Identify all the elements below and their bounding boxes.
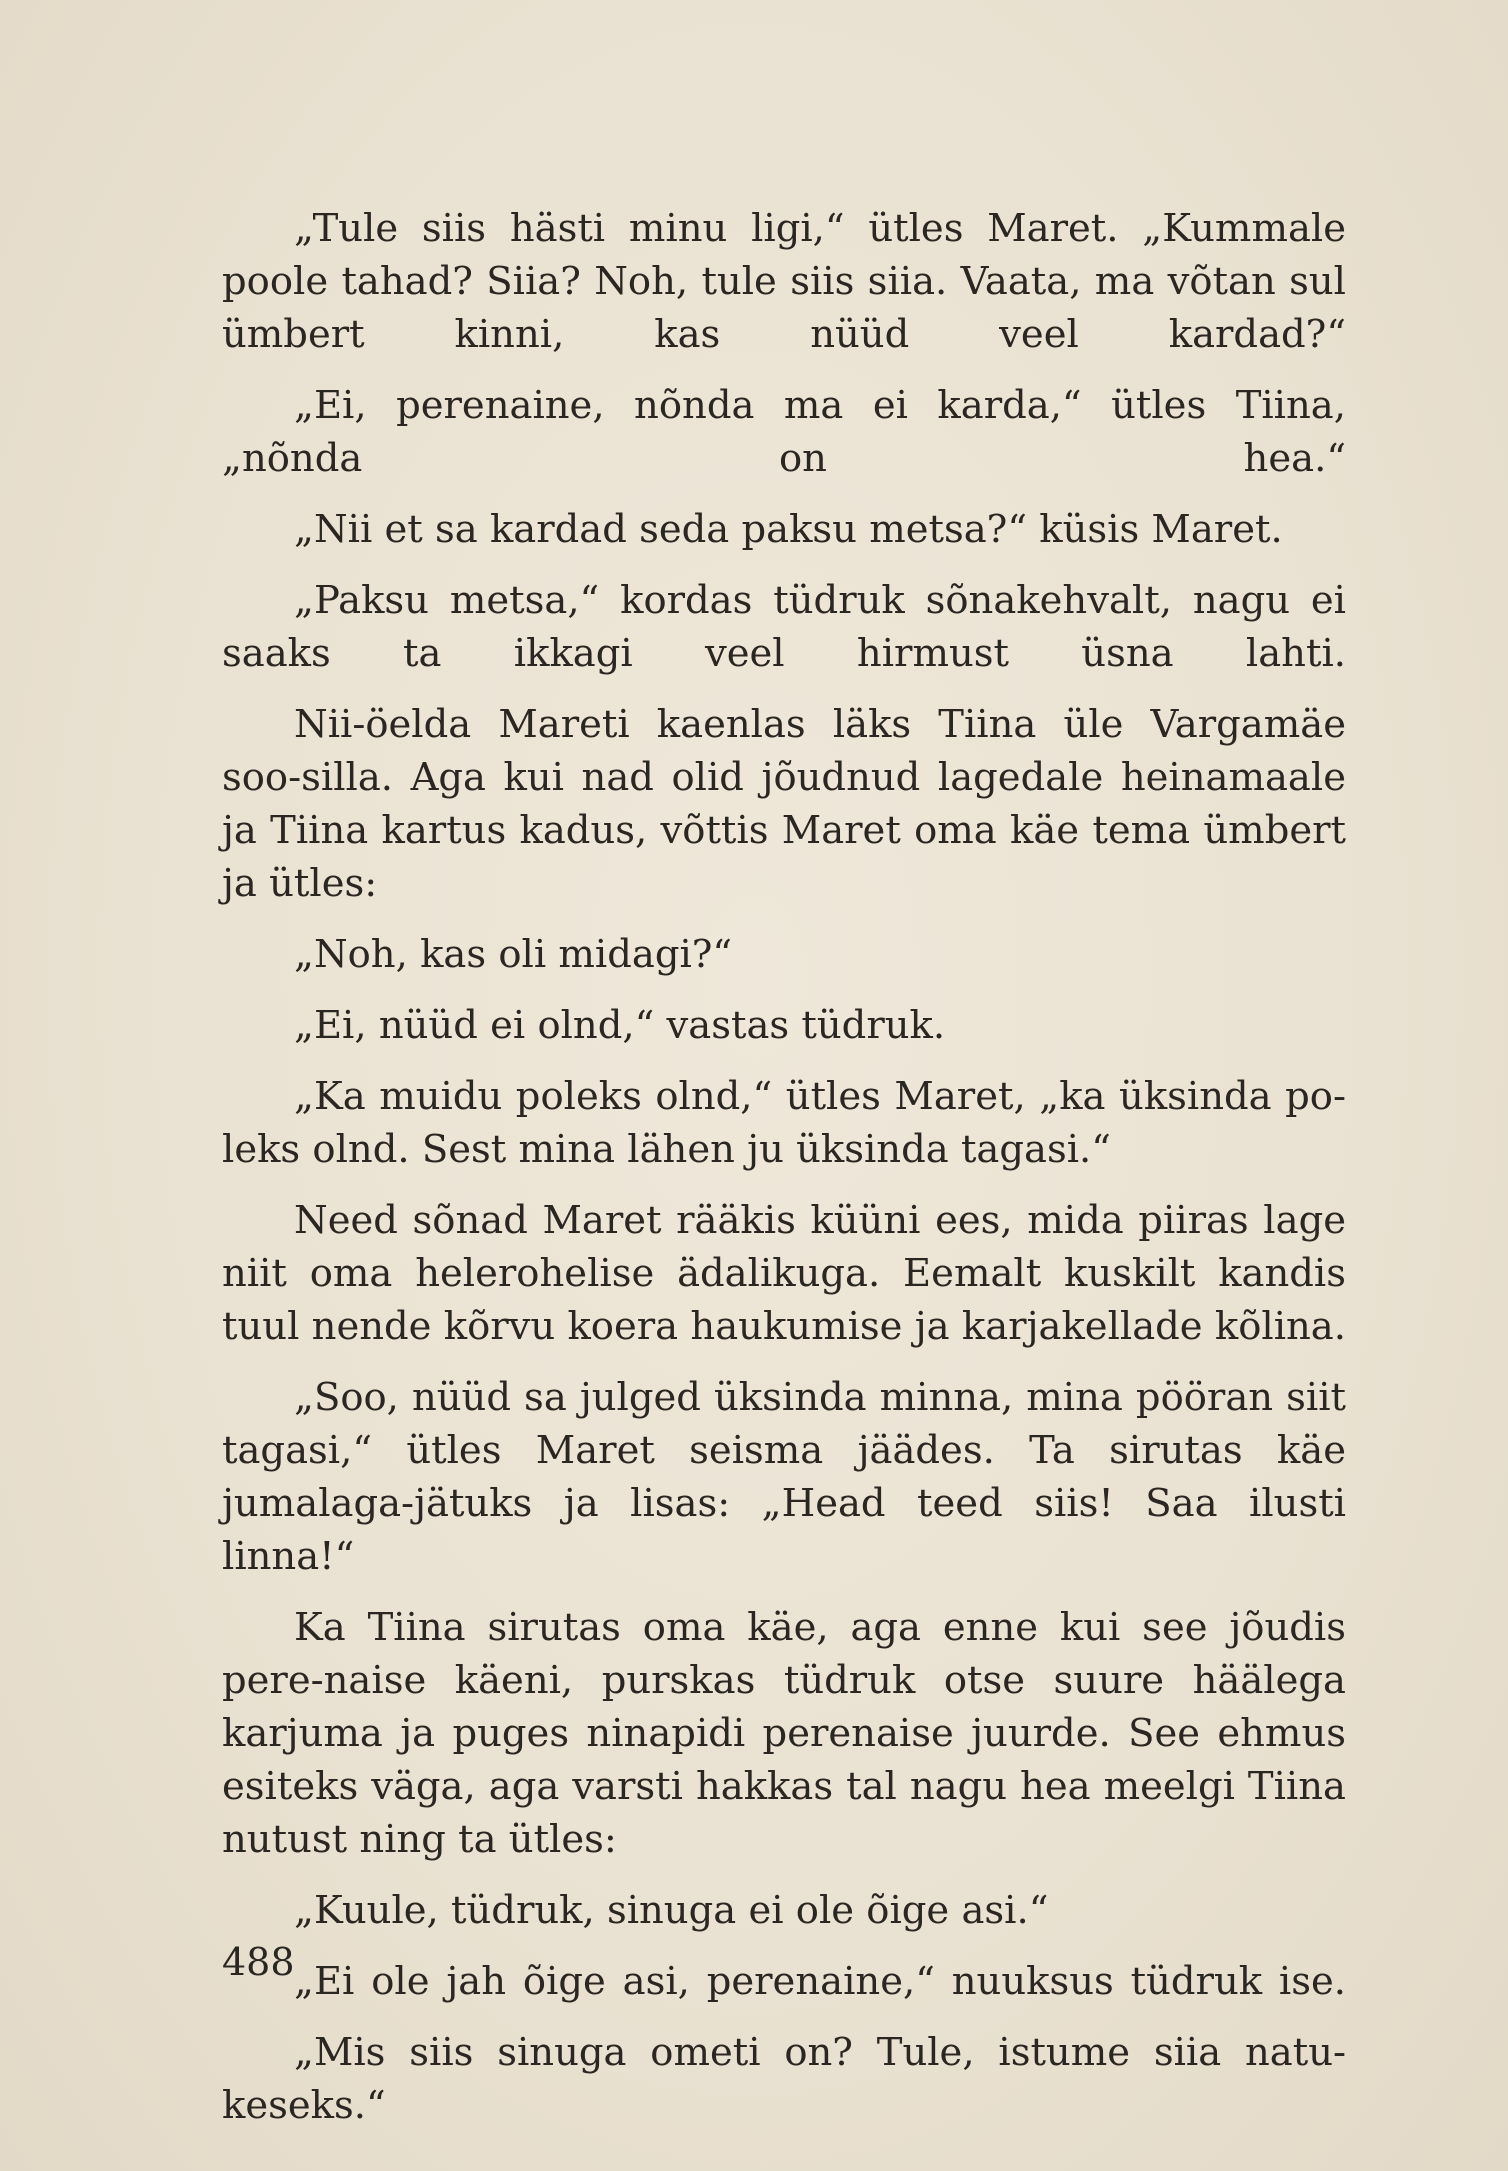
- paragraph: Ka Tiina sirutas oma käe, aga enne kui see jõudis pere-naise käeni, purskas tüdruk otse suure häälega karjuma ja puges ninapidi perenaise juurde. See ehmus esiteks väga, aga varsti hakkas tal nagu hea meelgi Tiina nutust ning ta ütles:: [222, 1605, 1346, 1862]
- paragraph: „Tule siis hästi minu ligi,“ ütles Maret. „Kummale poole tahad? Siia? Noh, tule siis siia. Vaata, ma võtan sul ümbert kinni, kas nüüd veel kardad?“: [222, 206, 1346, 357]
- paragraph: Nii-öelda Mareti kaenlas läks Tiina üle Vargamäe soo-silla. Aga kui nad olid jõudnud lagedale heinamaale ja Tiina kartus kadus, võttis Maret oma käe tema ümbert ja ütles:: [222, 702, 1346, 906]
- paragraph: Need sõnad Maret rääkis küüni ees, mida piiras lage niit oma helerohelise ädalikuga. Eemalt kuskilt kandis tuul nende kõrvu koera haukumise ja karjakellade kõlina.: [222, 1198, 1346, 1349]
- page-number: 488: [222, 1940, 295, 1984]
- paragraph: „Mis siis sinuga ometi on? Tule, istume siia natu-keseks.“: [222, 2030, 1346, 2128]
- paragraph: „Noh, kas oli midagi?“: [294, 932, 733, 977]
- paragraph: „Soo, nüüd sa julged üksinda minna, mina pööran siit tagasi,“ ütles Maret seisma jäädes. Ta sirutas käe jumalaga-jätuks ja lisas: „Head teed siis! Saa ilusti linna!“: [222, 1375, 1346, 1579]
- paragraph: „Ei, nüüd ei olnd,“ vastas tüdruk.: [294, 1003, 946, 1048]
- body-text: [222, 202, 1346, 2150]
- paragraph: „Ei ole jah õige asi, perenaine,“ nuuksus tüdruk ise.: [294, 1959, 1346, 2004]
- paragraph: „Kuule, tüdruk, sinuga ei ole õige asi.“: [294, 1888, 1049, 1933]
- paragraph: „Ka muidu poleks olnd,“ ütles Maret, „ka üksinda po-leks olnd. Sest mina lähen ju üksinda tagasi.“: [222, 1074, 1346, 1172]
- paragraph: „Ei, perenaine, nõnda ma ei karda,“ ütles Tiina, „nõnda on hea.“: [222, 383, 1346, 481]
- paragraph: „Nii et sa kardad seda paksu metsa?“ küsis Maret.: [294, 507, 1283, 552]
- paragraph: „Paksu metsa,“ kordas tüdruk sõnakehvalt, nagu ei saaks ta ikkagi veel hirmust üsna lahti.: [222, 578, 1346, 676]
